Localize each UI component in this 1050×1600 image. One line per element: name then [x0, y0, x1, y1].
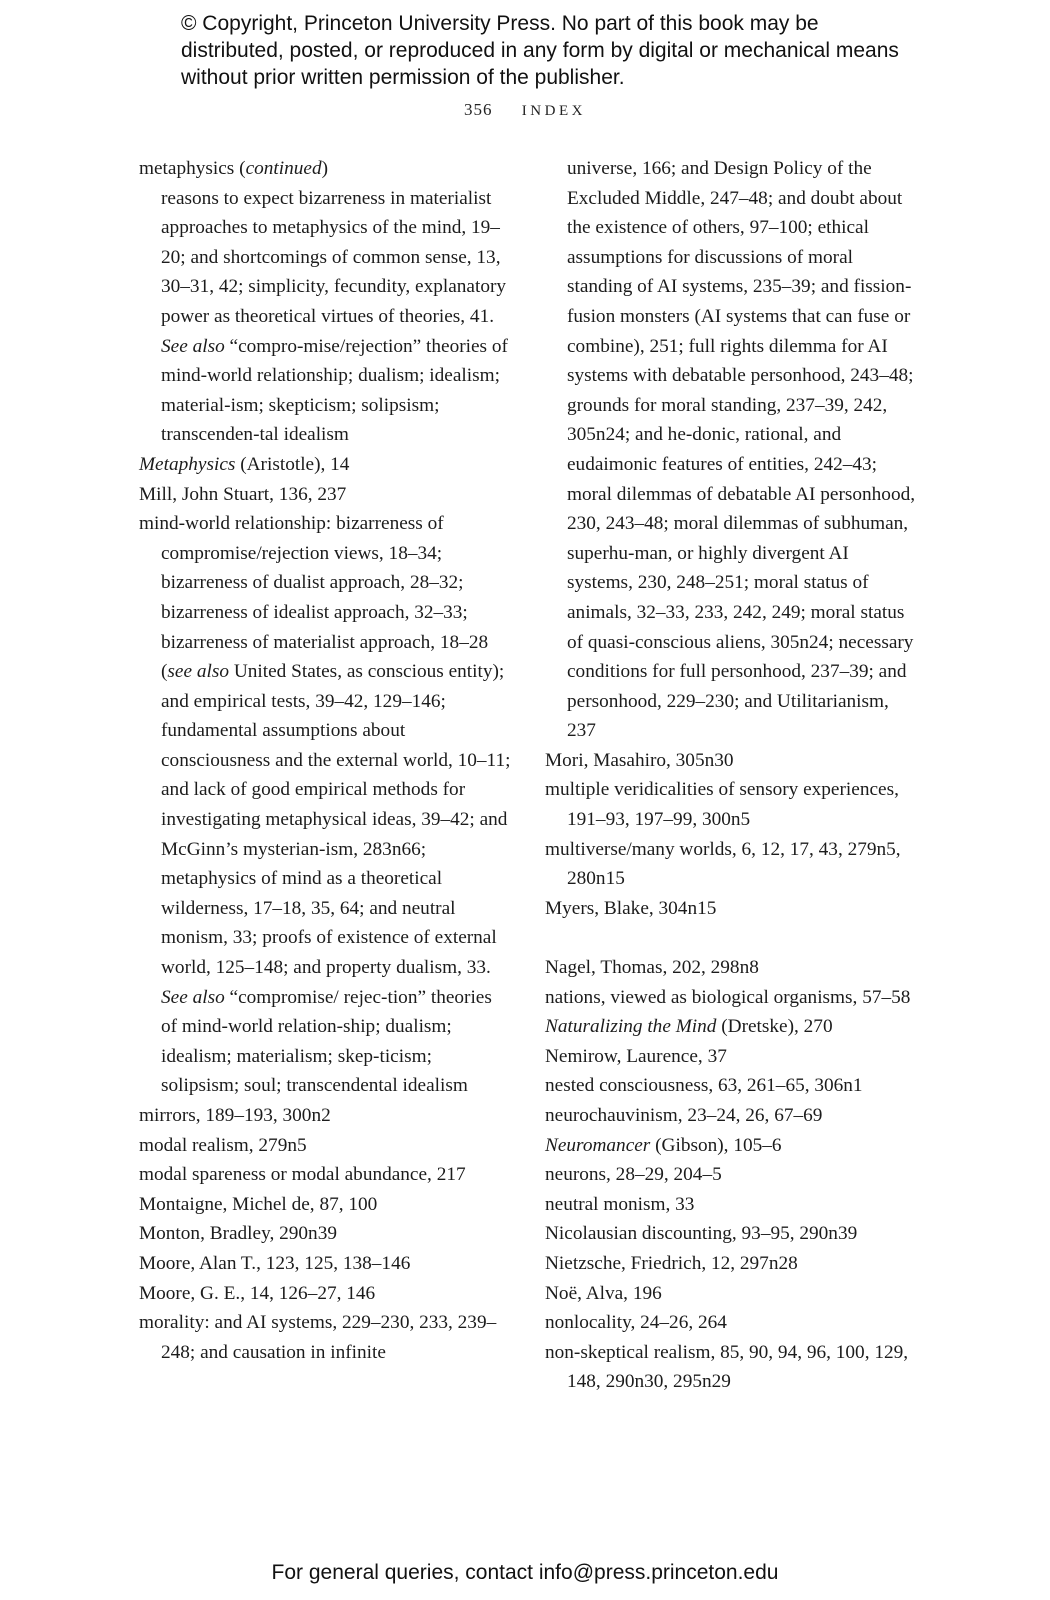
- index-entry: metaphysics (continued): [139, 158, 329, 179]
- index-entry: Montaigne, Michel de, 87, 100: [139, 1193, 378, 1215]
- index-entry: Nietzsche, Friedrich, 12, 297n28: [545, 1252, 798, 1274]
- index-entry: modal spareness or modal abundance, 217: [139, 1164, 466, 1186]
- index-entry: Nemirow, Laurence, 37: [545, 1045, 727, 1067]
- section-title: INDEX: [521, 103, 586, 119]
- index-entry: non-skeptical realism, 85, 90, 94, 96, 100, 129, 148, 290n30, 295n29: [545, 1341, 909, 1393]
- index-entry: Naturalizing the Mind (Dretske), 270: [545, 1016, 833, 1038]
- index-entry: Myers, Blake, 304n15: [545, 897, 717, 919]
- index-letter-gap: [545, 923, 917, 953]
- index-entry: Nicolausian discounting, 93–95, 290n39: [545, 1223, 858, 1245]
- index-entry-continuation: universe, 166; and Design Policy of the Excluded Middle, 247–48; and doubt about the existence of others, 97–100; ethical assumptions for discussions of moral standing of AI systems, 235–39; and fission-fusion monsters (AI systems that can fuse or combine), 251; full rights dilemma for AI systems with debatable personhood, 243–48; grounds for moral standing, 237–39, 242, 305n24; and he-donic, rational, and eudaimonic features of entities, 242–43; moral dilemmas of debatable AI personhood, 230, 243–48; moral dilemmas of subhuman, superhu-man, or highly divergent AI systems, 230, 248–251; moral status of animals, 32–33, 233, 242, 249; moral status of quasi-conscious aliens, 305n24; necessary conditions for full personhood, 237–39; and personhood, 229–230; and Utilitarianism, 237: [567, 158, 916, 742]
- index-entry: modal realism, 279n5: [139, 1134, 307, 1156]
- index-entry: nations, viewed as biological organisms, 57–58: [545, 986, 911, 1008]
- index-entry: Mori, Masahiro, 305n30: [545, 749, 734, 771]
- index-entry: multiverse/many worlds, 6, 12, 17, 43, 279n5, 280n15: [545, 838, 901, 890]
- copyright-notice: © Copyright, Princeton University Press. No part of this book may be distributed, posted, or reproduced in any form by digital or mechanical means without prior written permission of the publisher.: [181, 12, 899, 89]
- index-column-left: [139, 154, 511, 1367]
- index-entry: neurochauvinism, 23–24, 26, 67–69: [545, 1105, 823, 1126]
- index-entry: mind-world relationship: bizarreness of compromise/rejection views, 18–34; bizarreness of dualist approach, 28–32; bizarreness of idealist approach, 32–33; bizarreness of materialist approach, 18–28 (see also United States, as conscious entity); and empirical tests, 39–42, 129–146; fundamental assumptions about consciousness and the external world, 10–11; and lack of good empirical methods for investigating metaphysical ideas, 39–42; and McGinn’s mysterian-ism, 283n66; metaphysics of mind as a theoretical wilderness, 17–18, 35, 64; and neutral monism, 33; proofs of existence of external world, 125–148; and property dualism, 33. See also “compromise/ rejec-tion” theories of mind-world relation-ship; dualism; idealism; materialism; skep-ticism; solipsism; soul; transcendental idealism: [139, 513, 511, 1097]
- index-entry: Noë, Alva, 196: [545, 1282, 662, 1304]
- page-number: 356: [464, 100, 493, 119]
- index-entry: Nagel, Thomas, 202, 298n8: [545, 957, 759, 979]
- index-entry: Mill, John Stuart, 136, 237: [139, 483, 347, 505]
- index-entry: morality: and AI systems, 229–230, 233, 239–248; and causation in infinite: [139, 1312, 497, 1363]
- footer-contact: For general queries, contact info@press.princeton.edu: [271, 1561, 779, 1584]
- index-column-right: [545, 154, 917, 1397]
- index-entry: nested consciousness, 63, 261–65, 306n1: [545, 1075, 863, 1097]
- index-entry: nonlocality, 24–26, 264: [545, 1312, 727, 1334]
- index-entry: Moore, Alan T., 123, 125, 138–146: [139, 1252, 411, 1274]
- index-entry: mirrors, 189–193, 300n2: [139, 1105, 331, 1126]
- index-entry: Monton, Bradley, 290n39: [139, 1223, 337, 1245]
- index-entry: Moore, G. E., 14, 126–27, 146: [139, 1282, 376, 1304]
- index-entry: neurons, 28–29, 204–5: [545, 1164, 722, 1186]
- index-entry: Neuromancer (Gibson), 105–6: [545, 1134, 782, 1156]
- running-head: [0, 100, 1050, 120]
- index-entry: multiple veridicalities of sensory experiences, 191–93, 197–99, 300n5: [545, 779, 899, 831]
- index-entry: Metaphysics (Aristotle), 14: [139, 453, 350, 475]
- index-entry-continuation: reasons to expect bizarreness in materialist approaches to metaphysics of the mind, 19–20; and shortcomings of common sense, 13, 30–31, 42; simplicity, fecundity, explanatory power as theoretical virtues of theories, 41. See also “compro-mise/rejection” theories of mind-world relationship; dualism; idealism; material-ism; skepticism; solipsism; transcenden-tal idealism: [161, 187, 508, 446]
- index-entry: neutral monism, 33: [545, 1193, 695, 1215]
